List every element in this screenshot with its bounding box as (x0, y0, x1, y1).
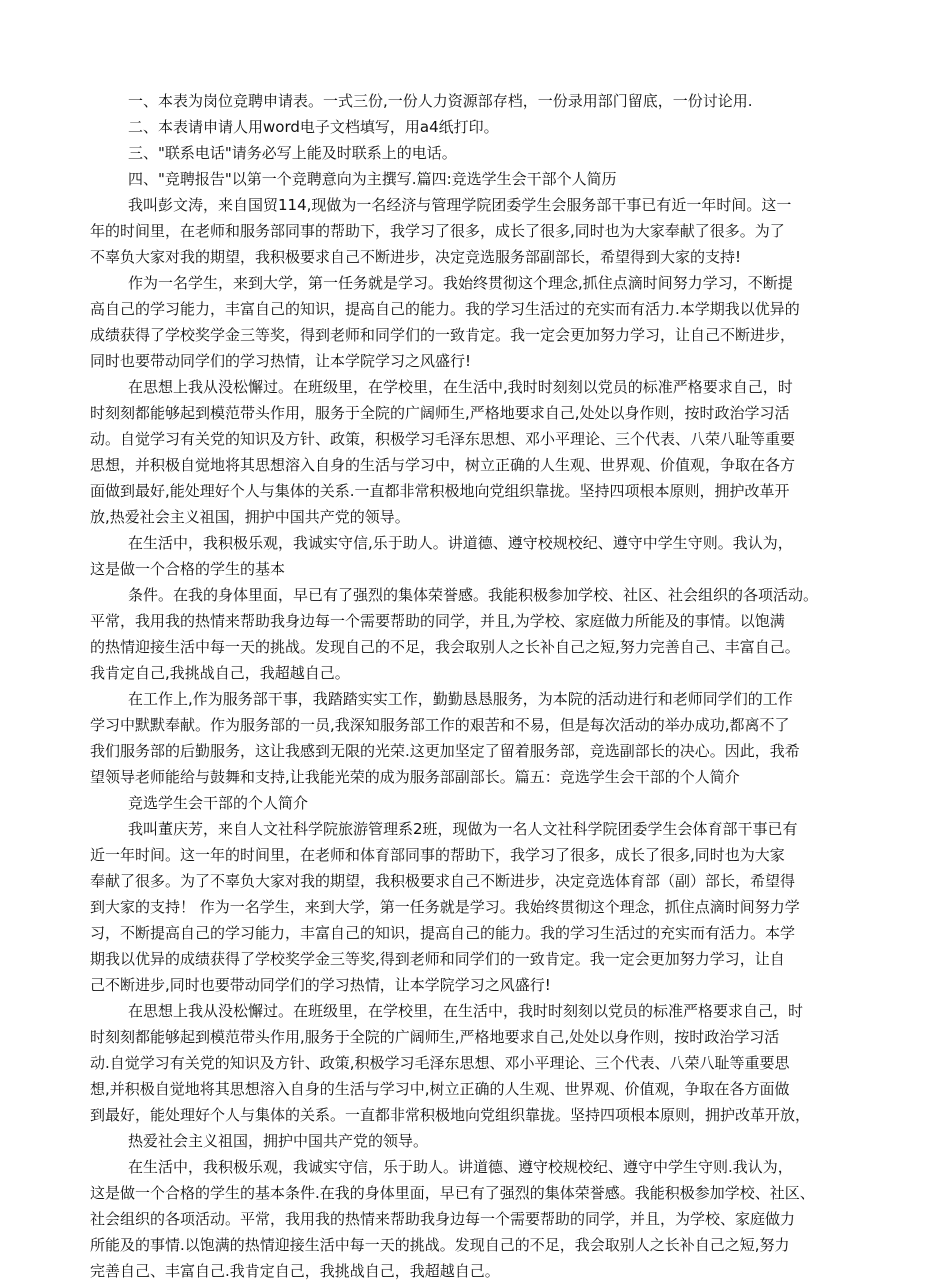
text-line: 习，不断提高自己的学习能力，丰富自己的知识，提高自己的能力。我的学习生活过的充实而有活力。本学 (90, 924, 796, 942)
text-line: 完善自己、丰富自己.我肯定自己，我挑战自己，我超越自己。 (90, 1262, 500, 1280)
text-line: 成绩获得了学校奖学金三等奖，得到老师和同学们的一致肯定。我一定会更加努力学习，让自己不断进步， (90, 326, 796, 344)
text-line: 在生活中，我积极乐观，我诚实守信，乐于助人。讲道德、遵守校规校纪、遵守中学生守则.我认为， (128, 1158, 793, 1176)
text-line: 期我以优异的成绩获得了学校奖学金三等奖,得到老师和同学们的一致肯定。我一定会更加努力学习，让自 (90, 950, 785, 968)
text-line: 我肯定自己,我挑战自己，我超越自己。 (90, 664, 350, 682)
text-line: 在思想上我从没松懈过。在班级里，在学校里，在生活中，我时时刻刻以党员的标准严格要求自己，时 (128, 1002, 804, 1020)
text-line: 这是做一个合格的学生的基本 (90, 560, 286, 578)
text-line: 在生活中，我积极乐观，我诚实守信,乐于助人。讲道德、遵守校规校纪、遵守中学生守则。我认为， (128, 534, 793, 552)
text-line: 在工作上,作为服务部干事，我踏踏实实工作，勤勤恳恳服务，为本院的活动进行和老师同学们的工作 (128, 690, 793, 708)
text-line: 四、"竞聘报告"以第一个竞聘意向为主撰写.篇四:竞选学生会干部个人简历 (128, 170, 617, 188)
text-line: 到最好，能处理好个人与集体的关系。一直都非常积极地向党组织靠拢。坚持四项根本原则，拥护改革开放， (90, 1106, 811, 1124)
text-line: 己不断进步,同时也要带动同学们的学习热情，让本学院学习之风盛行! (90, 976, 551, 994)
text-line: 我们服务部的后勤服务，这让我感到无限的光荣.这更加坚定了留着服务部，竞选副部长的决心。因此，我希 (90, 742, 800, 760)
text-line: 平常，我用我的热情来帮助我身边每一个需要帮助的同学，并且,为学校、家庭做力所能及的事情。以饱满 (90, 612, 785, 630)
text-line: 学习中默默奉献。作为服务部的一员,我深知服务部工作的艰苦和不易，但是每次活动的举办成功,都离不了 (90, 716, 790, 734)
text-line: 同时也要带动同学们的学习热情，让本学院学习之风盛行! (90, 352, 472, 370)
text-line: 这是做一个合格的学生的基本条件.在我的身体里面，早已有了强烈的集体荣誉感。我能积极参加学校、社区、 (90, 1184, 815, 1202)
document-body (90, 88, 862, 1284)
text-line: 近一年时间。这一年的时间里，在老师和体育部同事的帮助下，我学习了很多，成长了很多,同时也为大家 (90, 846, 785, 864)
text-line: 作为一名学生，来到大学，第一任务就是学习。我始终贯彻这个理念,抓住点滴时间努力学习，不断提 (128, 274, 793, 292)
text-line: 在思想上我从没松懈过。在班级里，在学校里，在生活中,我时时刻刻以党员的标准严格要求自己，时 (128, 378, 793, 396)
text-line: 条件。在我的身体里面，早已有了强烈的集体荣誉感。我能积极参加学校、社区、社会组织的各项活动。 (128, 586, 819, 604)
text-line: 面做到最好,能处理好个人与集体的关系.一直都非常积极地向党组织靠拢。坚持四项根本原则，拥护改革开 (90, 482, 790, 500)
text-line: 到大家的支持！ 作为一名学生，来到大学，第一任务就是学习。我始终贯彻这个理念，抓住点滴时间努力学 (90, 898, 800, 916)
text-line: 我叫彭文涛，来自国贸114,现做为一名经济与管理学院团委学生会服务部干事已有近一年时间。这一 (128, 196, 792, 214)
text-line: 动.自觉学习有关党的知识及方针、政策,积极学习毛泽东思想、邓小平理论、三个代表、八荣八耻等重要思 (90, 1054, 790, 1072)
text-line: 竞选学生会干部的个人简介 (128, 794, 309, 812)
text-line: 奉献了很多。为了不辜负大家对我的期望，我积极要求自己不断进步，决定竞选体育部（副）部长，希望得 (90, 872, 796, 890)
text-line: 二、本表请申请人用word电子文档填写，用a4纸打印。 (128, 118, 499, 136)
text-line: 时刻刻都能够起到模范带头作用，服务于全院的广阔师生,严格地要求自己,处处以身作则，按时政治学习活 (90, 404, 790, 422)
text-line: 我叫董庆芳，来自人文社科学院旅游管理系2班，现做为一名人文社科学院团委学生会体育部干事已有 (128, 820, 798, 838)
text-line: 思想，并积极自觉地将其思想溶入自身的生活与学习中，树立正确的人生观、世界观、价值观，争取在各方 (90, 456, 796, 474)
text-line: 放,热爱社会主义祖国，拥护中国共产党的领导。 (90, 508, 410, 526)
text-line: 热爱社会主义祖国，拥护中国共产党的领导。 (128, 1132, 429, 1150)
text-line: 不辜负大家对我的期望，我积极要求自己不断进步，决定竞选服务部副部长，希望得到大家的支持! (90, 248, 742, 266)
text-line: 一、本表为岗位竞聘申请表。一式三份,一份人力资源部存档，一份录用部门留底，一份讨论用. (128, 92, 753, 110)
text-line: 社会组织的各项活动。平常，我用我的热情来帮助我身边每一个需要帮助的同学，并且，为学校、家庭做力 (90, 1210, 796, 1228)
text-line: 想,并积极自觉地将其思想溶入自身的生活与学习中,树立正确的人生观、世界观、价值观，争取在各方面做 (90, 1080, 790, 1098)
text-line: 的热情迎接生活中每一天的挑战。发现自己的不足，我会取别人之长补自己之短,努力完善自己、丰富自己。 (90, 638, 800, 656)
text-line: 动。自觉学习有关党的知识及方针、政策，积极学习毛泽东思想、邓小平理论、三个代表、八荣八耻等重要 (90, 430, 796, 448)
text-line: 三、"联系电话"请务必写上能及时联系上的电话。 (128, 144, 457, 162)
text-line: 时刻刻都能够起到模范带头作用,服务于全院的广阔师生,严格地要求自己,处处以身作则，按时政治学习活 (90, 1028, 780, 1046)
text-line: 高自己的学习能力，丰富自己的知识，提高自己的能力。我的学习生活过的充实而有活力.本学期我以优异的 (90, 300, 800, 318)
text-line: 所能及的事情.以饱满的热情迎接生活中每一天的挑战。发现自己的不足，我会取别人之长补自己之短,努力 (90, 1236, 790, 1254)
text-line: 年的时间里，在老师和服务部同事的帮助下，我学习了很多，成长了很多,同时也为大家奉献了很多。为了 (90, 222, 785, 240)
text-line: 望领导老师能给与鼓舞和支持,让我能光荣的成为服务部副部长。篇五：竞选学生会干部的个人简介 (90, 768, 740, 786)
